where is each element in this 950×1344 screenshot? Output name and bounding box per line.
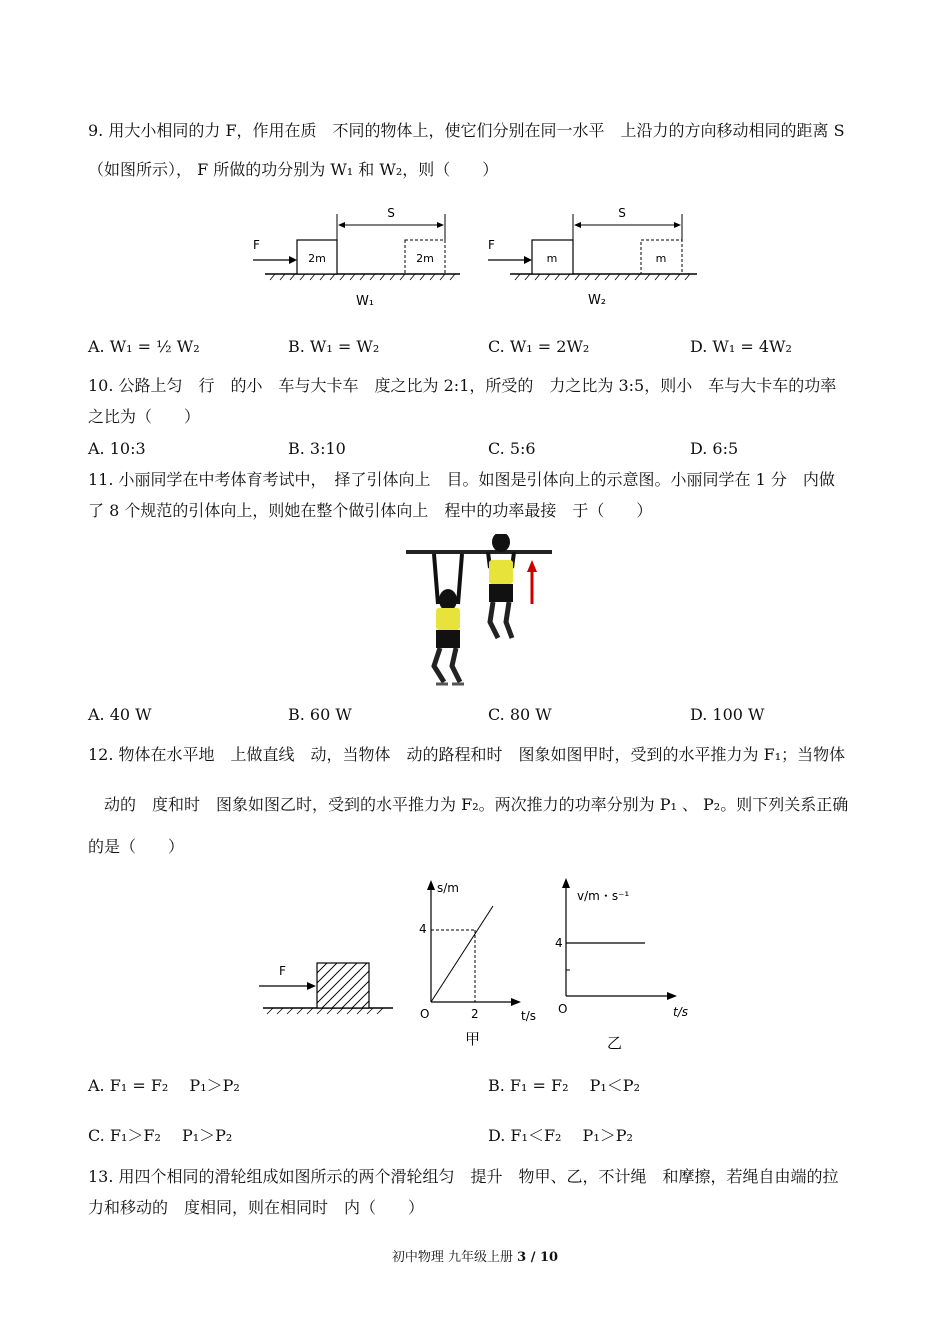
q11-option-c: C. 80 W [488, 705, 552, 724]
q12-figure [255, 870, 705, 1055]
q13-stem-line2: 力和移动的 度相同，则在相同时 内（ ） [88, 1198, 425, 1217]
lower-girl-figure [434, 554, 464, 684]
q9-right-block-label: m [546, 252, 558, 265]
q9-right-ghost-label: m [655, 252, 667, 265]
q12-stem-line3: 的是（ ） [88, 837, 185, 856]
q12-graph-b-xlabel: t/s [673, 1005, 688, 1019]
q9-left-caption: W₁ [355, 294, 375, 309]
page-footer [0, 1246, 950, 1265]
q9-option-c: C. W₁ = 2W₂ [488, 337, 590, 356]
q11-option-d: D. 100 W [690, 705, 765, 724]
q10-stem-line1: 10. 公路上匀 行 的小 车与大卡车 度之比为 2:1，所受的 力之比为 3:5，则小 车与大卡车的功率 [88, 376, 837, 395]
q9-right-distance-label: S [618, 206, 626, 220]
up-arrow-icon [527, 560, 537, 572]
q12-graph-a-ylabel: s/m [437, 881, 459, 895]
q9-right-force-label: F [488, 238, 495, 252]
q11-pullup-illustration [400, 534, 560, 692]
q12-option-d: D. F₁＜F₂ P₁＞P₂ [488, 1126, 633, 1145]
q12-graph-b [555, 878, 688, 1052]
q9-left-distance-label: S [387, 206, 395, 220]
q11-option-a: A. 40 W [88, 705, 152, 724]
q12-graph-b-ytick: 4 [555, 936, 563, 950]
q10-option-d: D. 6:5 [690, 439, 739, 458]
q12-option-c: C. F₁＞F₂ P₁＞P₂ [88, 1126, 233, 1145]
q11-stem-line2: 了 8 个规范的引体向上，则她在整个做引体向上 程中的功率最接 于（ ） [88, 501, 653, 520]
q9-right-diagram [488, 206, 697, 308]
q9-stem-line1: 9. 用大小相同的力 F，作用在质 不同的物体上，使它们分别在同一水平 上沿力的方向移动相同的距离 S [88, 121, 845, 140]
q12-graph-a-xtick: 2 [471, 1007, 479, 1021]
page-number: 3 / 10 [517, 1250, 559, 1265]
q10-option-b: B. 3:10 [288, 439, 346, 458]
q9-left-ghost-label: 2m [416, 252, 434, 265]
q12-graph-a-ytick: 4 [419, 922, 427, 936]
footer-title: 初中物理 九年级上册 [391, 1250, 518, 1265]
q12-stem-line2: 动的 度和时 图象如图乙时，受到的水平推力为 F₂。两次推力的功率分别为 P₁ 、 P₂。则下列关系正确 [88, 795, 849, 814]
q12-graph-b-caption: 乙 [607, 1034, 623, 1052]
q9-left-diagram [253, 206, 460, 309]
q10-option-c: C. 5:6 [488, 439, 536, 458]
upper-girl-figure [488, 534, 514, 638]
q9-option-b: B. W₁ = W₂ [288, 337, 380, 356]
q12-graph-a [419, 880, 536, 1048]
q12-option-a: A. F₁ = F₂ P₁＞P₂ [88, 1076, 240, 1095]
q9-left-block-label: 2m [308, 252, 326, 265]
q10-stem-line2: 之比为（ ） [88, 407, 201, 426]
q9-right-caption: W₂ [587, 293, 607, 308]
q10-option-a: A. 10:3 [88, 439, 146, 458]
q12-option-b: B. F₁ = F₂ P₁＜P₂ [488, 1076, 640, 1095]
q12-graph-b-origin: O [558, 1002, 568, 1016]
q9-option-a: A. W₁ = ½ W₂ [88, 337, 200, 356]
q12-stem-line1: 12. 物体在水平地 上做直线 动，当物体 动的路程和时 图象如图甲时，受到的水平推力为 F₁；当物体 [88, 745, 846, 764]
q9-left-force-label: F [253, 238, 260, 252]
q9-option-d: D. W₁ = 4W₂ [690, 337, 792, 356]
q12-block-diagram [259, 963, 393, 1014]
q9-stem-line2: （如图所示）， F 所做的功分别为 W₁ 和 W₂，则（ ） [88, 160, 499, 179]
q12-force-label: F [279, 964, 286, 978]
q12-graph-a-origin: O [420, 1007, 430, 1021]
q13-stem-line1: 13. 用四个相同的滑轮组成如图所示的两个滑轮组匀 提升 物甲、乙，不计绳 和摩擦，若绳自由端的拉 [88, 1167, 839, 1186]
q12-graph-a-xlabel: t/s [521, 1009, 536, 1023]
q12-graph-b-ylabel: v/m・s⁻¹ [577, 889, 630, 903]
q9-figure [245, 200, 705, 315]
q12-graph-a-caption: 甲 [465, 1030, 481, 1048]
q11-stem-line1: 11. 小丽同学在中考体育考试中， 择了引体向上 目。如图是引体向上的示意图。小丽同学在 1 分 内做 [88, 470, 835, 489]
q11-option-b: B. 60 W [288, 705, 352, 724]
